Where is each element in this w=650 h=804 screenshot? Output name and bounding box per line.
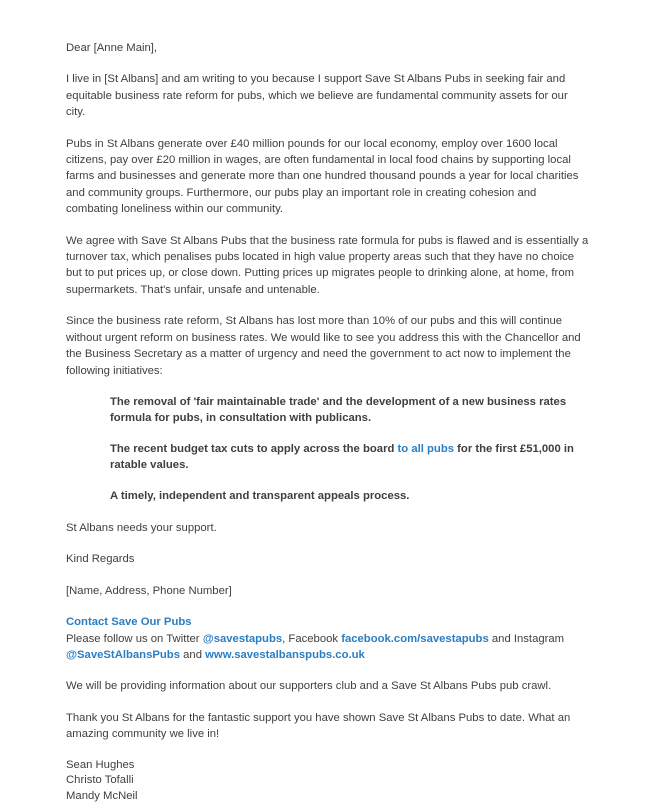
support-line: St Albans needs your support. [66,521,217,534]
signature-placeholder: [Name, Address, Phone Number] [66,584,232,597]
signatory-1: Sean Hughes [66,758,135,771]
website-link[interactable]: www.savestalbanspubs.co.uk [205,648,365,661]
follow-prefix: Please follow us on Twitter [66,632,203,645]
salutation: Dear [Anne Main], [66,42,158,54]
kind-regards: Kind Regards [66,553,135,566]
closing-paragraph-2: Thank you St Albans for the fantastic support you have shown Save St Albans Pubs to date. What an amazing community we live in! [66,711,571,741]
initiatives-list [66,394,590,504]
initiative-item-3 [110,488,590,504]
initiative-2-text-post: for the first £51,000 in ratable values. [110,442,574,472]
paragraph-1: I live in [St Albans] and am writing to you because I support Save St Albans Pubs in seeking fair and equitable business rate reform for pubs, which we believe are fundamental community assets for our city. [66,73,568,119]
twitter-handle-link[interactable]: @savestapubs [202,632,283,645]
paragraph-4: Since the business rate reform, St Albans has lost more than 10% of our pubs and this will continue without urgent reform on business rates. We would like to see you address this with the Chancellor and the Business Secretary as a matter of urgency and need the government to act now to implement the following initiatives: [66,315,581,377]
contact-heading: Contact Save Our Pubs [66,616,192,629]
closing-paragraph-1: We will be providing information about our supporters club and a Save St Albans Pubs pub crawl. [66,680,552,693]
paragraph-2: Pubs in St Albans generate over £40 million pounds for our local economy, employ over 1600 local citizens, pay over £20 million in wages, are often fundamental in local food chains by supporting local farms and businesses and generate more than one hundred thousand pounds a year for local charities and community groups. Furthermore, our pubs play an important role in creating cohesion and combating loneliness within our community. [66,137,579,216]
initiative-2-text-pre: The recent budget tax cuts to apply across the board [110,442,398,455]
facebook-prefix: , Facebook [282,632,342,645]
initiative-1-text: The removal of 'fair maintainable trade' and the development of a new business rates formula for pubs, in consultation with publicans. [110,395,567,425]
all-pubs-link[interactable]: to all pubs [397,442,455,455]
initiative-3-text: A timely, independent and transparent appeals process. [110,489,410,502]
initiative-item-1 [110,394,590,427]
signatory-2: Christo Tofalli [66,774,134,787]
initiative-item-2 [110,441,590,474]
and-text: and [179,648,206,661]
instagram-handle-link[interactable]: @SaveStAlbansPubs [66,648,180,661]
signatory-3: Mandy McNeil [66,789,138,802]
instagram-prefix: and Instagram [488,632,565,645]
signatories-list [66,758,590,804]
contact-details [66,631,590,664]
paragraph-3: We agree with Save St Albans Pubs that the business rate formula for pubs is flawed and is essentially a turnover tax, which penalises pubs located in high value property areas such that they have no choice but to put prices up, or close down. Putting prices up migrates people to drinking alone, at home, from supermarkets. That's unfair, unsafe and untenable. [66,234,589,296]
facebook-link[interactable]: facebook.com/savestapubs [341,632,489,645]
